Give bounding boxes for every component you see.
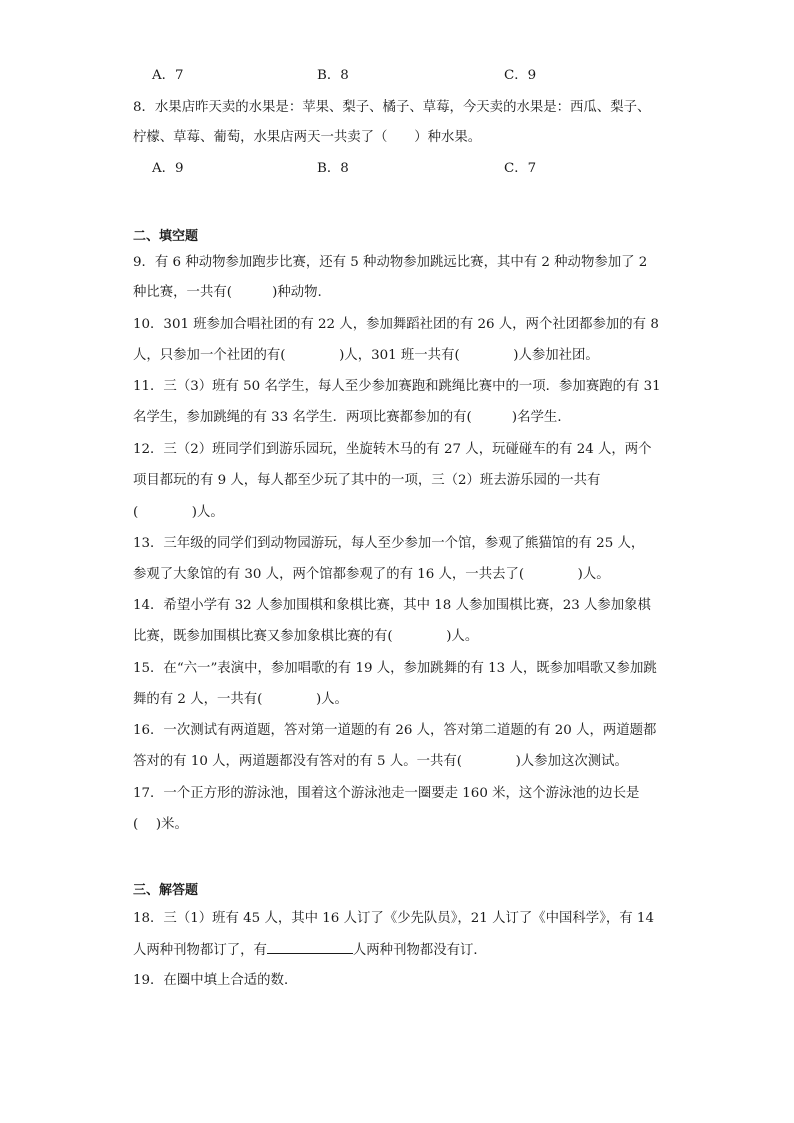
section-title-fill-in: 二、填空题	[133, 229, 199, 244]
q8-line-1: 8．水果店昨天卖的水果是：苹果、梨子、橘子、草莓，今天卖的水果是：西瓜、梨子、	[133, 100, 651, 115]
q15-line-1: 15．在“六一”表演中，参加唱歌的有 19 人，参加跳舞的有 13 人，既参加唱歌又参加跳	[133, 661, 657, 676]
q9-line-2: 种比赛，一共有( )种动物.	[133, 285, 322, 300]
q9-line-1: 9．有 6 种动物参加跑步比赛，还有 5 种动物参加跳远比赛，其中有 2 种动物参加了 2	[133, 255, 648, 270]
q17-line-2: ( )米。	[133, 817, 188, 832]
q10-line-2: 人，只参加一个社团的有( )人，301 班一共有( )人参加社团。	[133, 348, 599, 363]
q18-answer-blank[interactable]	[267, 940, 353, 954]
q7-option-a: A．7	[152, 68, 184, 83]
q8-line-2: 柠檬、草莓、葡萄，水果店两天一共卖了（ ）种水果。	[133, 130, 482, 145]
q16-line-1: 16．一次测试有两道题，答对第一道题的有 26 人，答对第二道题的有 20 人，两道题都	[133, 723, 657, 738]
q12-line-3: ( )人。	[133, 505, 224, 520]
q15-line-2: 舞的有 2 人，一共有( )人。	[133, 692, 348, 707]
section-title-answer: 三、解答题	[133, 883, 199, 898]
q16-line-2: 答对的有 10 人，两道题都没有答对的有 5 人。一共有( )人参加这次测试。	[133, 754, 628, 769]
q13-line-2: 参观了大象馆的有 30 人，两个馆都参观了的有 16 人，一共去了( )人。	[133, 567, 610, 582]
q8-option-c: C．7	[504, 161, 537, 176]
q18-text-before-blank: 人两种刊物都订了，有	[133, 943, 267, 958]
q13-line-1: 13．三年级的同学们到动物园游玩，每人至少参加一个馆，参观了熊猫馆的有 25 人，	[133, 536, 645, 551]
q8-option-a: A．9	[152, 161, 184, 176]
q12-line-2: 项目都玩的有 9 人，每人都至少玩了其中的一项，三（2）班去游乐园的一共有	[133, 473, 601, 488]
q17-line-1: 17．一个正方形的游泳池，围着这个游泳池走一圈要走 160 米，这个游泳池的边长是	[133, 786, 640, 801]
q18-text-after-blank: 人两种刊物都没有订．	[352, 943, 487, 958]
q18-line-2	[133, 940, 487, 960]
q7-option-b: B．8	[317, 68, 349, 83]
q12-line-1: 12．三（2）班同学们到游乐园玩，坐旋转木马的有 27 人，玩碰碰车的有 24 人，两个	[133, 442, 652, 457]
q14-line-2: 比赛，既参加围棋比赛又参加象棋比赛的有( )人。	[133, 629, 479, 644]
q18-line-1: 18．三（1）班有 45 人，其中 16 人订了《少先队员》，21 人订了《中国科学》，有 14	[133, 911, 654, 926]
q14-line-1: 14．希望小学有 32 人参加围棋和象棋比赛，其中 18 人参加围棋比赛，23 人参加象棋	[133, 598, 651, 613]
q10-line-1: 10．301 班参加合唱社团的有 22 人，参加舞蹈社团的有 26 人，两个社团都参加的有 8	[133, 317, 659, 332]
q7-option-c: C．9	[504, 68, 537, 83]
q11-line-1: 11．三（3）班有 50 名学生，每人至少参加赛跑和跳绳比赛中的一项．参加赛跑的有 31	[133, 379, 661, 394]
q8-option-b: B．8	[317, 161, 349, 176]
q19-line-1: 19．在圈中填上合适的数．	[133, 973, 298, 988]
q11-line-2: 名学生，参加跳绳的有 33 名学生．两项比赛都参加的有( )名学生．	[133, 410, 571, 425]
